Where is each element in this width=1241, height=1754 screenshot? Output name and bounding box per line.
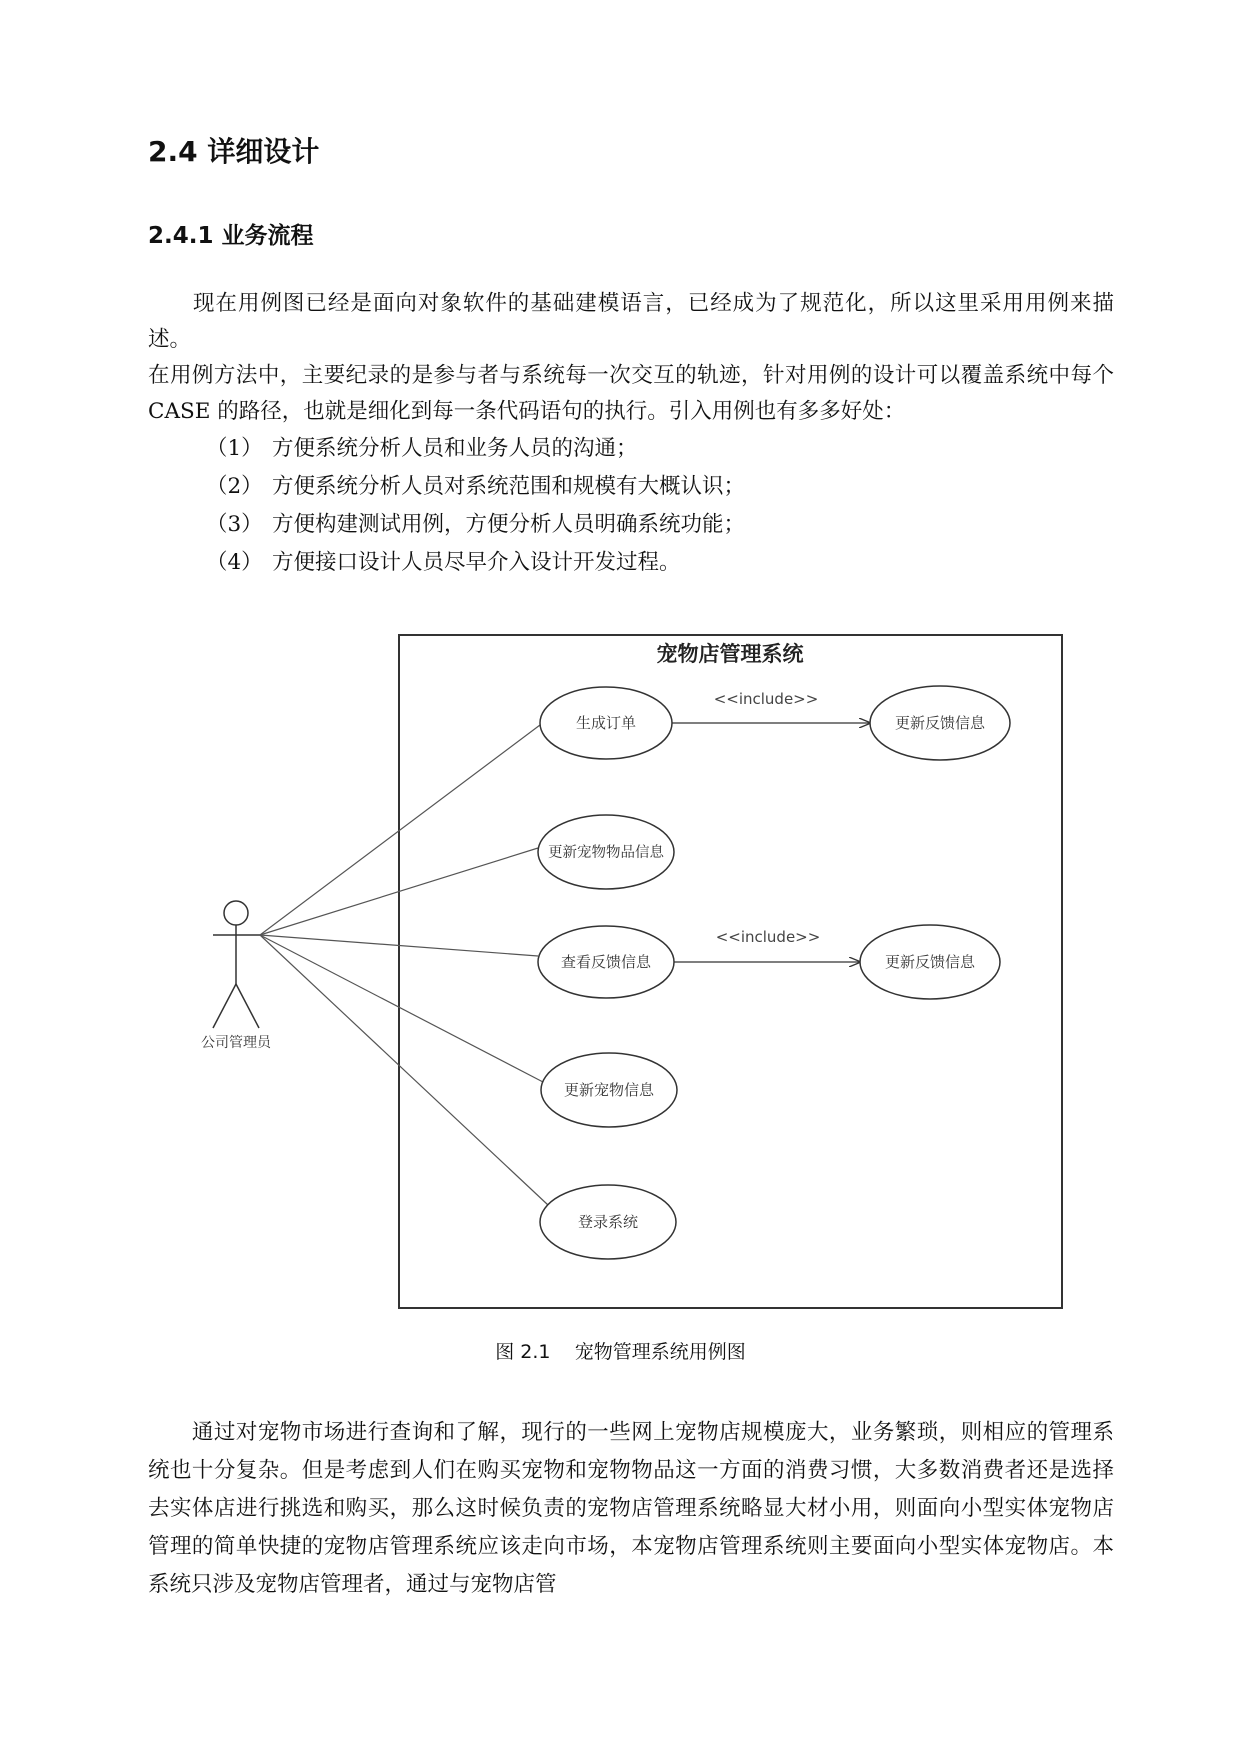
system-title: 宠物店管理系统 xyxy=(656,642,804,666)
list-text: 方便接口设计人员尽早介入设计开发过程。 xyxy=(272,550,681,575)
figure-caption xyxy=(0,1338,1241,1366)
list-number: （3） xyxy=(206,512,263,537)
use-case-label: 更新反馈信息 xyxy=(884,953,976,971)
figure-label: 图 2.1 xyxy=(495,1341,551,1363)
include-label: <<include>> xyxy=(715,928,821,946)
figure-caption-text: 宠物管理系统用例图 xyxy=(574,1341,746,1363)
actor xyxy=(201,901,272,1051)
association-line xyxy=(260,935,548,1205)
use-case-label: 查看反馈信息 xyxy=(560,953,652,971)
list-number: （4） xyxy=(206,550,263,575)
use-case-label: 更新宠物信息 xyxy=(563,1081,655,1099)
intro-paragraph: 现在用例图已经是面向对象软件的基础建模语言，已经成为了规范化，所以这里采用用例来描述。 xyxy=(148,291,1114,352)
list-number: （2） xyxy=(206,474,263,499)
list-number: （1） xyxy=(206,436,263,461)
use-case-label: 更新反馈信息 xyxy=(894,714,986,732)
use-case-label: 登录系统 xyxy=(577,1213,639,1231)
associations xyxy=(260,725,548,1205)
subsection-heading: 2.4.1 业务流程 xyxy=(148,223,314,249)
association-line xyxy=(260,935,543,1082)
include-label: <<include>> xyxy=(713,690,819,708)
use-case-update-supplies xyxy=(538,815,674,889)
closing-paragraph: 通过对宠物市场进行查询和了解，现行的一些网上宠物店规模庞大，业务繁琐，则相应的管理系统也十分复杂。但是考虑到人们在购买宠物和宠物物品这一方面的消费习惯，大多数消费者还是选择去实体店进行挑选和购买，那么这时候负责的宠物店管理系统略显大材小用，则面向小型实体宠物店管理的简单快捷的宠物店管理系统应该走向市场，本宠物店管理系统则主要面向小型实体宠物店。本系统只涉及宠物店管理者，通过与宠物店管 xyxy=(148,1420,1114,1597)
use-case-create-order xyxy=(540,687,672,759)
included-use-case xyxy=(870,686,1010,760)
use-case-update-pet xyxy=(541,1053,677,1127)
actor-leg-right xyxy=(236,984,259,1028)
use-case-view-feedback xyxy=(538,926,674,998)
method-paragraph: 在用例方法中，主要纪录的是参与者与系统每一次交互的轨迹，针对用例的设计可以覆盖系统中每个 CASE 的路径，也就是细化到每一条代码语句的执行。引入用例也有多多好处： xyxy=(148,363,1114,424)
actor-leg-left xyxy=(213,984,236,1028)
include-relation xyxy=(672,690,870,723)
included-use-case xyxy=(860,925,1000,999)
list-text: 方便系统分析人员对系统范围和规模有大概认识； xyxy=(272,474,746,499)
include-relation xyxy=(674,928,860,962)
actor-label: 公司管理员 xyxy=(201,1035,271,1051)
use-case-login xyxy=(540,1185,676,1259)
list-text: 方便构建测试用例，方便分析人员明确系统功能； xyxy=(272,512,746,537)
use-case-label: 生成订单 xyxy=(575,714,637,732)
section-heading: 2.4 详细设计 xyxy=(148,135,320,168)
use-case-label: 更新宠物物品信息 xyxy=(548,845,664,861)
list-text: 方便系统分析人员和业务人员的沟通； xyxy=(272,436,638,461)
actor-head xyxy=(224,901,248,925)
